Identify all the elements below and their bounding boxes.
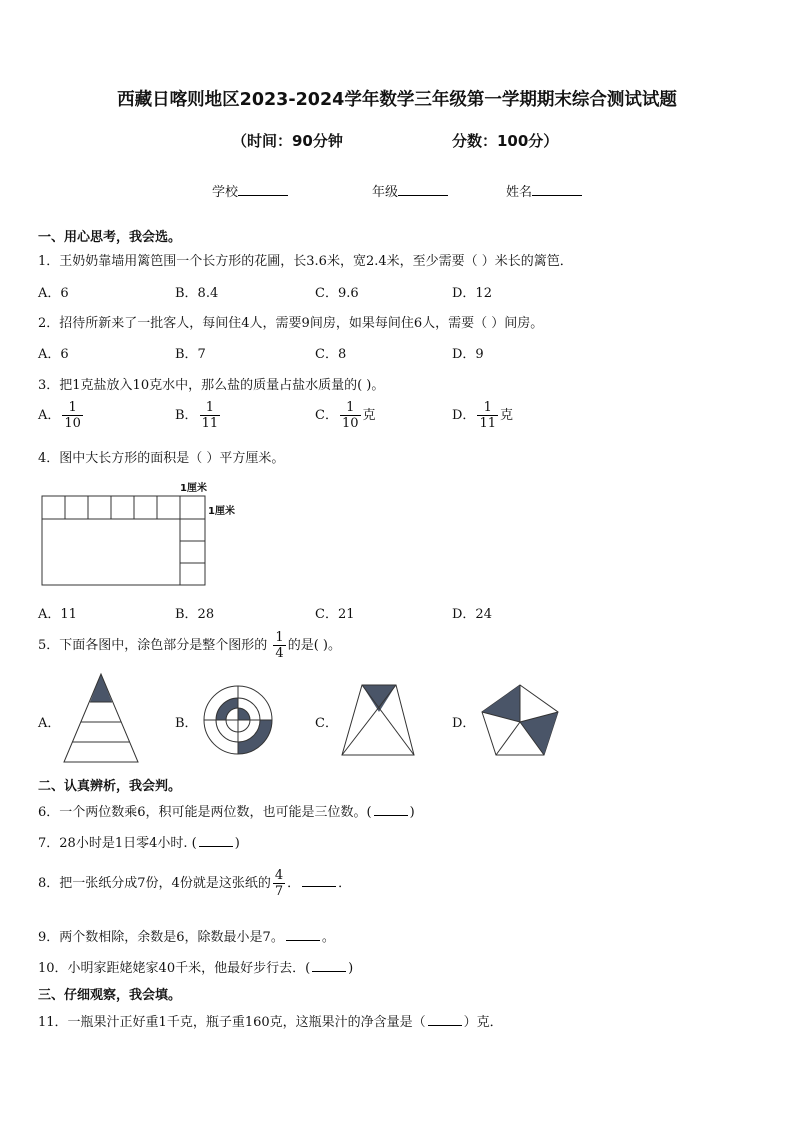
- pyramid-top-shaded: [90, 674, 112, 702]
- q4-option-a[interactable]: A．11: [38, 607, 77, 622]
- trapezoid-figure: [338, 682, 418, 758]
- unit-label-top: 1厘米: [180, 483, 207, 494]
- q9-end: 。: [321, 930, 335, 945]
- rectangle-grid-figure: [38, 478, 258, 590]
- school-blank[interactable]: [238, 183, 288, 196]
- q11-answer-blank[interactable]: [428, 1013, 462, 1026]
- q3-d-den: 11: [479, 416, 496, 431]
- name-label: 姓名: [506, 185, 533, 200]
- concentric-circles-figure: [202, 684, 274, 756]
- q5-option-d[interactable]: D．: [452, 716, 476, 731]
- grade-field: [372, 181, 448, 200]
- q2-option-d[interactable]: D．9: [452, 347, 484, 362]
- q9-text: 9．两个数相除，余数是6，除数最小是7。: [38, 930, 284, 945]
- q6-answer-blank[interactable]: [374, 803, 408, 816]
- q8-answer-blank[interactable]: [302, 874, 336, 887]
- question-11: [38, 1011, 503, 1030]
- q3-c-label: C．: [315, 408, 338, 423]
- q2-option-c[interactable]: C．8: [315, 347, 347, 362]
- pyramid-figure: [62, 672, 140, 764]
- q4-option-d[interactable]: D．24: [452, 607, 492, 622]
- question-9: [38, 926, 335, 945]
- q2-option-b[interactable]: B．7: [175, 347, 206, 362]
- q3-b-den: 11: [201, 416, 219, 431]
- q3-b-num: 1: [200, 400, 221, 416]
- q3-d-label: D．: [452, 408, 476, 423]
- q3-c-fraction: [340, 400, 361, 431]
- unit-label-side: 1厘米: [208, 506, 235, 517]
- q5-fraction: [273, 630, 285, 661]
- grade-label: 年级: [372, 185, 399, 200]
- q3-c-unit: 克: [362, 408, 376, 423]
- q5-option-c[interactable]: C．: [315, 716, 338, 731]
- section-2-heading: 二、认真辨析，我会判。: [38, 779, 182, 794]
- q3-option-b[interactable]: [175, 400, 222, 431]
- q8-end: ．: [338, 876, 352, 891]
- q5-option-b[interactable]: B．: [175, 716, 198, 731]
- q1-option-a[interactable]: A．6: [38, 286, 69, 301]
- question-8: [38, 868, 351, 899]
- q3-c-num: 1: [340, 400, 361, 416]
- q8-num: 4: [274, 868, 284, 883]
- name-blank[interactable]: [532, 183, 582, 196]
- name-field: [506, 181, 582, 200]
- q3-a-label: A．: [38, 408, 61, 423]
- q1-option-d[interactable]: D．12: [452, 286, 492, 301]
- question-3: 3．把1克盐放入10克水中，那么盐的质量占盐水质量的( )。: [38, 378, 385, 393]
- exam-time: （时间：90分钟: [232, 132, 343, 150]
- q3-d-fraction: [477, 400, 498, 431]
- q3-option-c[interactable]: [315, 400, 376, 431]
- q10-answer-blank[interactable]: [312, 959, 346, 972]
- q7-answer-blank[interactable]: [199, 834, 233, 847]
- q3-a-den: 10: [64, 416, 81, 431]
- q9-answer-blank[interactable]: [286, 928, 320, 941]
- pentagon-figure: [480, 682, 560, 758]
- q1-option-c[interactable]: C．9.6: [315, 286, 359, 301]
- q5-text-after: 的是( )。: [287, 638, 341, 653]
- q3-a-num: 1: [62, 400, 83, 416]
- question-1: 1．王奶奶靠墙用篱笆围一个长方形的花圃，长3.6米，宽2.4米，至少需要（ ）米长的篱笆．: [38, 254, 573, 269]
- q10-close: ): [348, 961, 354, 976]
- q3-a-fraction: [62, 400, 83, 431]
- q7-close: ): [234, 836, 240, 851]
- q3-option-d[interactable]: [452, 400, 513, 431]
- q6-text: 6．一个两位数乘6，积可能是两位数，也可能是三位数。(: [38, 805, 372, 820]
- q8-tail: ．: [287, 876, 301, 891]
- q5-option-a[interactable]: A．: [38, 716, 61, 731]
- q8-text: 8．把一张纸分成7份，4份就是这张纸的: [38, 876, 271, 891]
- question-10: [38, 957, 353, 976]
- q3-c-den: 10: [341, 416, 359, 431]
- section-1-heading: 一、用心思考，我会选。: [38, 230, 182, 245]
- section-3-heading: 三、仔细观察，我会填。: [38, 988, 182, 1003]
- q3-option-a[interactable]: [38, 400, 85, 431]
- exam-score: 分数：100分）: [452, 132, 559, 150]
- q3-d-num: 1: [477, 400, 498, 416]
- q5-text-before: 5．下面各图中，涂色部分是整个图形的: [38, 638, 268, 653]
- q11-text: 11．一瓶果汁正好重1千克，瓶子重160克，这瓶果汁的净含量是（: [38, 1015, 426, 1030]
- question-5: [38, 630, 341, 661]
- exam-title: 西藏日喀则地区2023-2024学年数学三年级第一学期期末综合测试试题: [117, 90, 677, 110]
- q11-close: ）克．: [463, 1015, 503, 1030]
- q6-close: ): [409, 805, 415, 820]
- school-label: 学校: [212, 185, 239, 200]
- grade-blank[interactable]: [398, 183, 448, 196]
- q7-text: 7．28小时是1日零4小时. (: [38, 836, 197, 851]
- q8-fraction: [273, 868, 285, 899]
- q4-option-b[interactable]: B．28: [175, 607, 215, 622]
- question-6: [38, 801, 415, 820]
- q3-b-label: B．: [175, 408, 198, 423]
- q5-den: 4: [275, 646, 284, 661]
- question-4: 4．图中大长方形的面积是（ ）平方厘米。: [38, 451, 285, 466]
- q3-b-fraction: [200, 400, 221, 431]
- question-7: [38, 832, 240, 851]
- q8-den: 7: [274, 884, 284, 899]
- q1-option-b[interactable]: B．8.4: [175, 286, 219, 301]
- q10-text: 10．小明家距姥姥家40千米，他最好步行去．(: [38, 961, 311, 976]
- school-field: [212, 181, 288, 200]
- q2-option-a[interactable]: A．6: [38, 347, 69, 362]
- q5-num: 1: [275, 630, 284, 645]
- q3-d-unit: 克: [499, 408, 513, 423]
- q4-option-c[interactable]: C．21: [315, 607, 355, 622]
- question-2: 2．招待所新来了一批客人，每间住4人，需要9间房，如果每间住6人，需要（ ）间房。: [38, 316, 544, 331]
